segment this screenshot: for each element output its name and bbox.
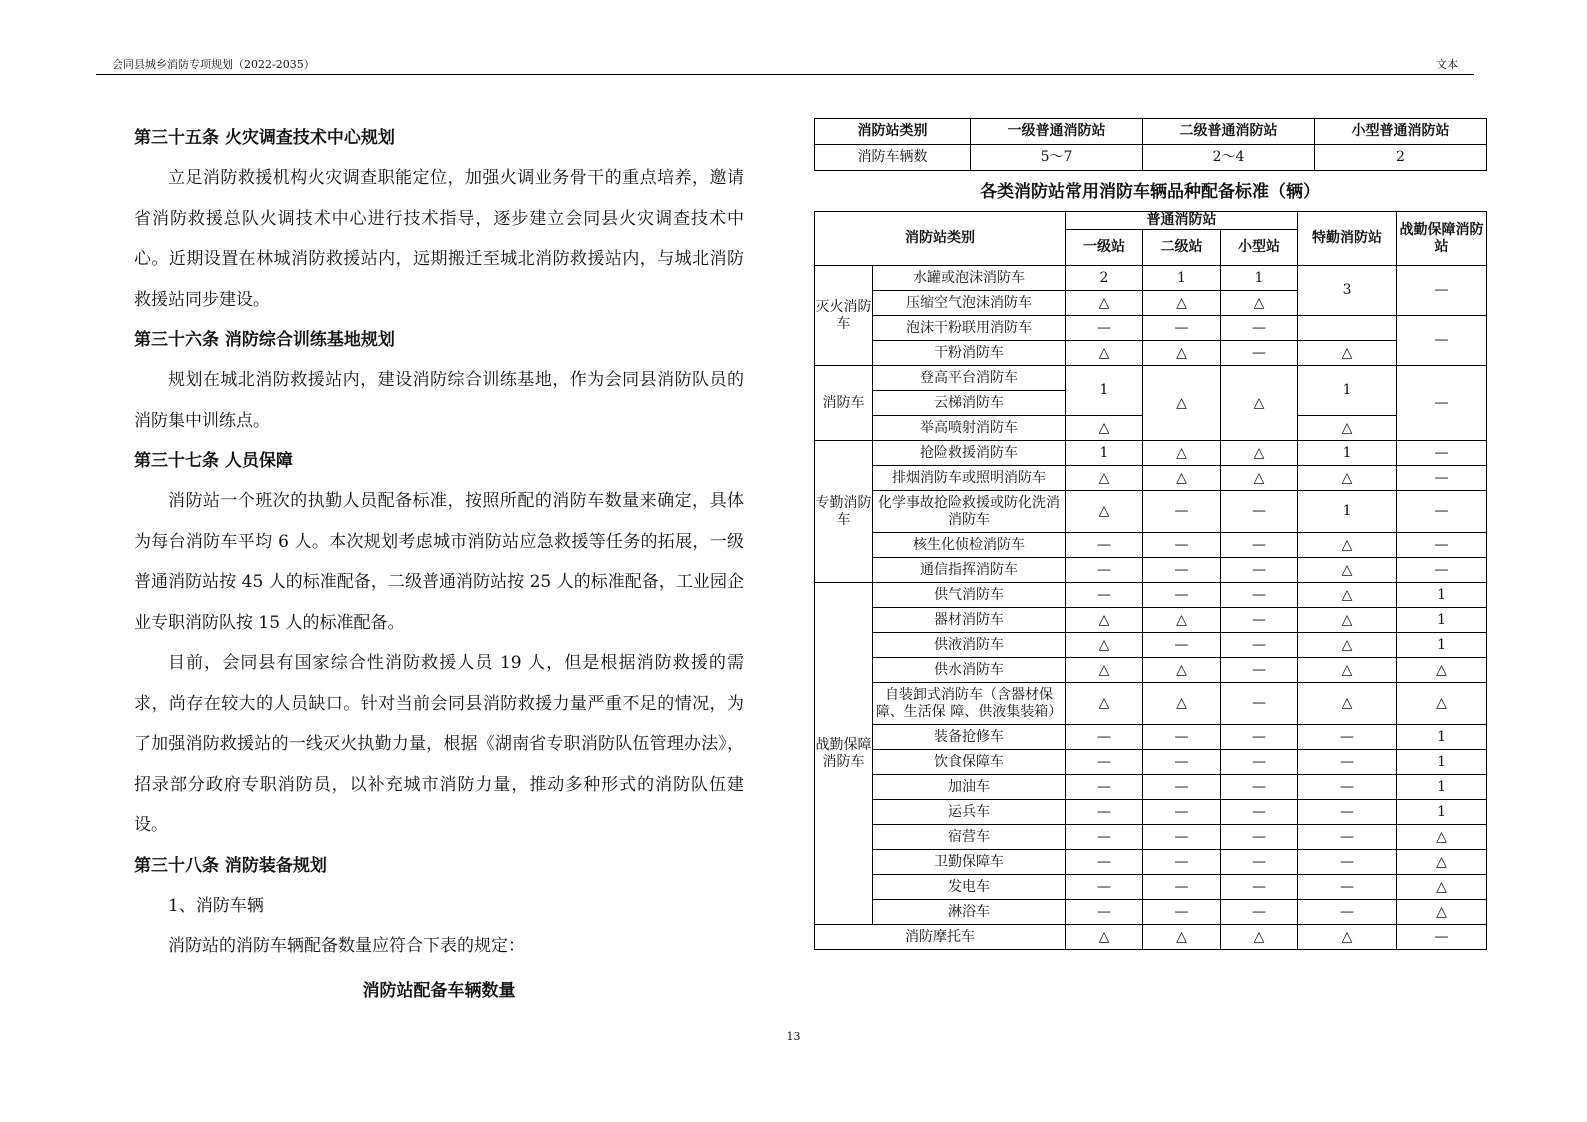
article-38-body: 消防站的消防车辆配备数量应符合下表的规定： xyxy=(168,936,525,956)
table-cell: 消防车辆数 xyxy=(815,145,971,171)
table-cell: △ xyxy=(1298,608,1397,633)
table-cell: △ xyxy=(1221,925,1298,950)
group-label: 灭火消防车 xyxy=(815,266,873,366)
table-cell: 1 xyxy=(1298,491,1397,533)
table-cell: — xyxy=(1221,633,1298,658)
table-cell: △ xyxy=(1298,658,1397,683)
table-cell: △ xyxy=(1143,658,1221,683)
table-cell: — xyxy=(1143,316,1221,341)
table-cell: 1 xyxy=(1397,800,1487,825)
table-cell: 1 xyxy=(1066,441,1143,466)
table-cell: △ xyxy=(1298,925,1397,950)
table-cell: — xyxy=(1143,825,1221,850)
vehicle-count-table xyxy=(814,118,1487,171)
table-cell: 1 xyxy=(1143,266,1221,291)
table-cell: △ xyxy=(1066,608,1143,633)
table-cell: 1 xyxy=(1298,366,1397,416)
table-cell: △ xyxy=(1143,441,1221,466)
table-cell: — xyxy=(1143,725,1221,750)
document-title: 会同县城乡消防专项规划（2022-2035） xyxy=(112,58,315,71)
table-row xyxy=(815,900,1487,925)
table-header-cell: 特勤消防站 xyxy=(1298,212,1397,266)
table-cell: △ xyxy=(1143,608,1221,633)
table-cell: — xyxy=(1143,583,1221,608)
table-row xyxy=(815,145,1487,171)
table-cell: — xyxy=(1397,466,1487,491)
table-cell: △ xyxy=(1298,558,1397,583)
table-cell: 加油车 xyxy=(873,775,1066,800)
table-row xyxy=(815,825,1487,850)
page-number: 13 xyxy=(786,1030,801,1043)
table-cell: △ xyxy=(1397,658,1487,683)
table-cell: △ xyxy=(1298,683,1397,725)
table-cell: △ xyxy=(1066,633,1143,658)
table-cell: 淋浴车 xyxy=(873,900,1066,925)
table-header-cell: 小型站 xyxy=(1221,230,1298,266)
table-cell: 水罐或泡沫消防车 xyxy=(873,266,1066,291)
table-cell: — xyxy=(1066,800,1143,825)
table-cell: — xyxy=(1143,558,1221,583)
table2-title: 各类消防站常用消防车辆品种配备标准（辆） xyxy=(980,182,1320,202)
table-cell: 1 xyxy=(1221,266,1298,291)
table-cell: 宿营车 xyxy=(873,825,1066,850)
table-cell: 核生化侦检消防车 xyxy=(873,533,1066,558)
group-label: 战勤保障消防车 xyxy=(815,583,873,925)
table-cell: 抢险救援消防车 xyxy=(873,441,1066,466)
table-cell: — xyxy=(1143,633,1221,658)
table-cell: — xyxy=(1143,850,1221,875)
table-cell: — xyxy=(1298,825,1397,850)
table-cell: — xyxy=(1143,800,1221,825)
table-row xyxy=(815,683,1487,725)
article-35-body: 立足消防救援机构火灾调查职能定位，加强火调业务骨干的重点培养，邀请省消防救援总队火调技术中心进行技术指导，逐步建立会同县火灾调查技术中心。近期设置在林城消防救援站内，远期搬迁至城北消防救援站内，与城北消防救援站同步建设。 xyxy=(134,168,744,310)
table-cell: 举高喷射消防车 xyxy=(873,416,1066,441)
table-cell: — xyxy=(1397,533,1487,558)
table-row xyxy=(815,212,1487,230)
table-cell: — xyxy=(1066,750,1143,775)
table-cell: — xyxy=(1066,775,1143,800)
table-cell: 1 xyxy=(1066,366,1143,416)
table-cell: 2 xyxy=(1066,266,1143,291)
table-cell: 1 xyxy=(1397,750,1487,775)
table-cell: — xyxy=(1221,850,1298,875)
table-cell: △ xyxy=(1298,583,1397,608)
table-cell: △ xyxy=(1298,633,1397,658)
table-row xyxy=(815,850,1487,875)
table-cell: 自装卸式消防车（含器材保障、生活保 障、供液集装箱） xyxy=(873,683,1066,725)
table-header-cell: 消防站类别 xyxy=(815,119,971,145)
table-cell: — xyxy=(1066,850,1143,875)
table-cell: 1 xyxy=(1397,775,1487,800)
table-cell: 化学事故抢险救援或防化洗消消防车 xyxy=(873,491,1066,533)
table-cell: — xyxy=(1298,775,1397,800)
table-cell: — xyxy=(1066,533,1143,558)
table-header-cell: 战勤保障消防站 xyxy=(1397,212,1487,266)
table-cell: — xyxy=(1298,900,1397,925)
table-cell: △ xyxy=(1397,825,1487,850)
table-cell: — xyxy=(1221,608,1298,633)
table-cell: △ xyxy=(1066,341,1143,366)
table-cell: △ xyxy=(1221,466,1298,491)
table-cell: △ xyxy=(1298,533,1397,558)
table-header-cell: 二级普通消防站 xyxy=(1143,119,1315,145)
table-cell: △ xyxy=(1066,291,1143,316)
table-row xyxy=(815,316,1487,341)
table-cell: — xyxy=(1066,583,1143,608)
table-cell: △ xyxy=(1221,291,1298,316)
table-cell: — xyxy=(1397,366,1487,441)
table-cell: — xyxy=(1221,533,1298,558)
table-cell: — xyxy=(1143,750,1221,775)
table-cell: — xyxy=(1221,775,1298,800)
table-header-cell: 普通消防站 xyxy=(1066,212,1298,230)
page-header xyxy=(96,56,1474,75)
table-cell: — xyxy=(1221,875,1298,900)
table-cell xyxy=(1298,316,1397,341)
table-cell: 泡沫干粉联用消防车 xyxy=(873,316,1066,341)
table-row xyxy=(815,266,1487,291)
table-row xyxy=(815,750,1487,775)
article-35-title: 第三十五条 火灾调查技术中心规划 xyxy=(134,128,395,148)
table-cell: △ xyxy=(1298,341,1397,366)
table-cell: △ xyxy=(1221,441,1298,466)
table-cell: 运兵车 xyxy=(873,800,1066,825)
table-row xyxy=(815,725,1487,750)
table-cell: — xyxy=(1066,900,1143,925)
table-cell: — xyxy=(1221,825,1298,850)
table-cell: 供水消防车 xyxy=(873,658,1066,683)
right-column xyxy=(814,118,1486,950)
table-cell: 消防摩托车 xyxy=(815,925,1066,950)
table-cell: — xyxy=(1298,850,1397,875)
table-cell: △ xyxy=(1397,900,1487,925)
table-cell: — xyxy=(1397,266,1487,316)
table-cell: △ xyxy=(1397,850,1487,875)
article-36-body: 规划在城北消防救援站内，建设消防综合训练基地，作为会同县消防队员的消防集中训练点。 xyxy=(134,370,744,431)
table-header-cell: 二级站 xyxy=(1143,230,1221,266)
table-cell: △ xyxy=(1298,416,1397,441)
table-row xyxy=(815,800,1487,825)
table-cell: — xyxy=(1221,725,1298,750)
table-cell: △ xyxy=(1221,366,1298,441)
table-cell: 登高平台消防车 xyxy=(873,366,1066,391)
table-row xyxy=(815,608,1487,633)
table-cell: — xyxy=(1143,491,1221,533)
article-38-item: 1、消防车辆 xyxy=(168,895,264,916)
table-cell: — xyxy=(1066,725,1143,750)
table-cell: △ xyxy=(1066,466,1143,491)
table-header-cell: 一级站 xyxy=(1066,230,1143,266)
table-row xyxy=(815,366,1487,391)
table-cell: — xyxy=(1221,658,1298,683)
table-cell: 排烟消防车或照明消防车 xyxy=(873,466,1066,491)
table-cell: 卫勤保障车 xyxy=(873,850,1066,875)
table-cell: — xyxy=(1143,900,1221,925)
table-cell: △ xyxy=(1298,466,1397,491)
table-row xyxy=(815,658,1487,683)
table-cell: △ xyxy=(1143,683,1221,725)
table-cell: 2～4 xyxy=(1143,145,1315,171)
article-36-title: 第三十六条 消防综合训练基地规划 xyxy=(134,330,395,350)
table-cell: △ xyxy=(1143,925,1221,950)
table-cell: 供液消防车 xyxy=(873,633,1066,658)
table-cell: △ xyxy=(1066,658,1143,683)
article-38-title: 第三十八条 消防装备规划 xyxy=(134,855,327,876)
table-cell: — xyxy=(1221,800,1298,825)
table-header-cell: 一级普通消防站 xyxy=(971,119,1143,145)
table-cell: 云梯消防车 xyxy=(873,391,1066,416)
group-label: 专勤消防车 xyxy=(815,441,873,583)
table-header-cell: 小型普通消防站 xyxy=(1315,119,1487,145)
table-row xyxy=(815,491,1487,533)
table-cell: △ xyxy=(1143,291,1221,316)
table-cell: — xyxy=(1221,900,1298,925)
table-cell: 器材消防车 xyxy=(873,608,1066,633)
table-cell: — xyxy=(1397,925,1487,950)
left-column xyxy=(134,118,744,1011)
table-cell: 发电车 xyxy=(873,875,1066,900)
table-cell: — xyxy=(1397,441,1487,466)
table-cell: 饮食保障车 xyxy=(873,750,1066,775)
table-row xyxy=(815,533,1487,558)
table-cell: — xyxy=(1066,558,1143,583)
vehicle-standard-table xyxy=(814,211,1487,950)
group-label: 消防车 xyxy=(815,366,873,441)
table-cell: 通信指挥消防车 xyxy=(873,558,1066,583)
table-cell: △ xyxy=(1143,466,1221,491)
section-label: 文本 xyxy=(1436,58,1458,71)
table-cell: — xyxy=(1221,491,1298,533)
table-cell: — xyxy=(1397,558,1487,583)
table-cell: — xyxy=(1143,533,1221,558)
table-cell: 1 xyxy=(1397,583,1487,608)
table-cell: △ xyxy=(1397,683,1487,725)
table-cell: △ xyxy=(1066,683,1143,725)
table-row xyxy=(815,875,1487,900)
table1-caption: 消防站配备车辆数量 xyxy=(362,980,516,1001)
article-37-body-2: 目前，会同县有国家综合性消防救援人员 19 人，但是根据消防救援的需求，尚存在较大的人员缺口。针对当前会同县消防救援力量严重不足的情况，为了加强消防救援站的一线灭火执勤力量，根据《湖南省专职消防队伍管理办法》，招录部分政府专职消防员，以补充城市消防力量，推动多种形式的消防队伍建设。 xyxy=(134,653,744,835)
table-cell: 3 xyxy=(1298,266,1397,316)
table-cell: — xyxy=(1143,875,1221,900)
table-cell: 装备抢修车 xyxy=(873,725,1066,750)
table-cell: 1 xyxy=(1397,608,1487,633)
table-cell: △ xyxy=(1143,341,1221,366)
table-cell: — xyxy=(1298,725,1397,750)
table-row xyxy=(815,925,1487,950)
table-row xyxy=(815,775,1487,800)
table-cell: — xyxy=(1397,316,1487,366)
table-row xyxy=(815,583,1487,608)
table-cell: — xyxy=(1221,750,1298,775)
table-cell: — xyxy=(1066,825,1143,850)
article-37-body-1: 消防站一个班次的执勤人员配备标准，按照所配的消防车数量来确定，具体为每台消防车平均 6 人。本次规划考虑城市消防站应急救援等任务的拓展，一级普通消防站按 45 人的标准配备，二级普通消防站按 25 人的标准配备，工业园企业专职消防队按 15 人的标准配备。 xyxy=(134,491,744,633)
table-row xyxy=(815,341,1487,366)
article-37-title: 第三十七条 人员保障 xyxy=(134,451,293,471)
table-cell: — xyxy=(1143,775,1221,800)
table-cell: 1 xyxy=(1397,725,1487,750)
table-cell: — xyxy=(1066,875,1143,900)
table-cell: — xyxy=(1221,583,1298,608)
table-cell: △ xyxy=(1066,491,1143,533)
table-cell: 5～7 xyxy=(971,145,1143,171)
table-cell: — xyxy=(1298,875,1397,900)
table-cell: 1 xyxy=(1397,633,1487,658)
table-cell: — xyxy=(1221,341,1298,366)
table-cell: — xyxy=(1397,491,1487,533)
table-cell: — xyxy=(1066,316,1143,341)
table-cell: 1 xyxy=(1298,441,1397,466)
table-cell: △ xyxy=(1066,925,1143,950)
table-cell: 供气消防车 xyxy=(873,583,1066,608)
table-row xyxy=(815,441,1487,466)
table-cell: — xyxy=(1298,750,1397,775)
table-cell: 压缩空气泡沫消防车 xyxy=(873,291,1066,316)
table-cell: — xyxy=(1221,558,1298,583)
table-row xyxy=(815,558,1487,583)
table-row xyxy=(815,466,1487,491)
table-cell: △ xyxy=(1143,366,1221,441)
table-cell: 2 xyxy=(1315,145,1487,171)
table-cell: — xyxy=(1298,800,1397,825)
table-cell: △ xyxy=(1397,875,1487,900)
table-cell: — xyxy=(1221,316,1298,341)
table-row xyxy=(815,633,1487,658)
table-row xyxy=(815,119,1487,145)
table-cell: △ xyxy=(1066,416,1143,441)
table-header-cell: 消防站类别 xyxy=(815,212,1066,266)
table-cell: — xyxy=(1221,683,1298,725)
table-cell: 干粉消防车 xyxy=(873,341,1066,366)
